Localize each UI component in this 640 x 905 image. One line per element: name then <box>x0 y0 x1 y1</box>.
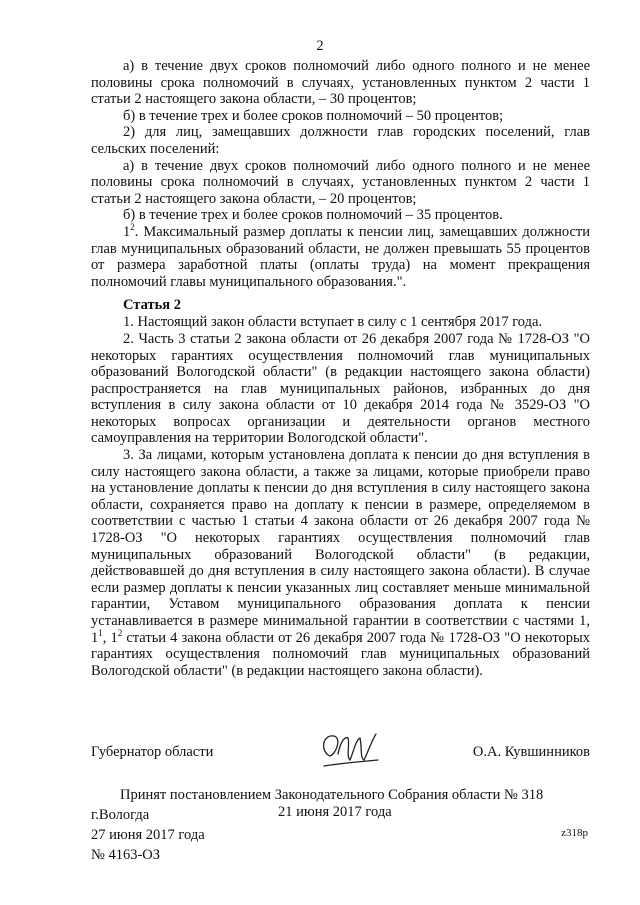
paragraph-3 <box>91 447 590 679</box>
city: г.Вологда <box>91 807 150 823</box>
law-number: № 4163-ОЗ <box>91 847 161 863</box>
paragraph: б) в течение трех и более сроков полномочий – 50 процентов; <box>123 107 504 124</box>
signing-date: 27 июня 2017 года <box>91 827 205 843</box>
signatory-name: О.А. Кувшинников <box>472 744 590 760</box>
superscript: 1 <box>98 627 103 638</box>
handwritten-signature <box>316 726 386 776</box>
paragraph-text: , 1 <box>102 629 118 646</box>
paragraph: 2. Часть 3 статьи 2 закона области от 26 декабря 2007 года № 1728-ОЗ "О некоторых гарантиях осуществления полномочий глав муниципальных образований Вологодской области" (в редакции настоящего закона области) распространяется на глав муниципальных районов, избранных до дня вступления в силу закона области от 10 декабря 2014 года № 3529-ОЗ "О некоторых вопросах организации и деятельности органов местного самоуправления на территории Вологодской области". <box>91 330 590 447</box>
superscript: 2 <box>117 627 123 638</box>
paragraph-text: статьи 4 закона области от 26 декабря 2007 года № 1728-ОЗ "О некоторых гарантиях осуществления полномочий глав муниципальных образований Вологодской области" (в редакции настоящего закона области). <box>91 629 590 679</box>
signatory-position: Губернатор области <box>91 744 214 760</box>
document-footer <box>91 805 205 865</box>
paragraph: 1. Настоящий закон области вступает в силу с 1 сентября 2017 года. <box>123 314 543 331</box>
paragraph-text: . Максимальный размер доплаты к пенсии лиц, замещавших должности глав муниципальных образований области, не должен превышать 55 процентов от размера заработной платы (оплаты труда) на момент прекращения полномочий главы муниципального образования.". <box>91 223 590 290</box>
paragraph-number: 1 <box>123 223 131 240</box>
signature-block <box>91 726 590 776</box>
paragraph: а) в течение двух сроков полномочий либо одного полного и не менее половины срока полномочий в случаях, установленных пунктом 2 части 1 статьи 2 настоящего закона области, – 30 процентов; <box>91 58 590 108</box>
paragraph: а) в течение двух сроков полномочий либо одного полного и не менее половины срока полномочий в случаях, установленных пунктом 2 части 1 статьи 2 настоящего закона области, – 20 процентов; <box>91 157 590 207</box>
page-number: 2 <box>316 38 324 54</box>
adoption-line: Принят постановлением Законодательного Собрания области № 318 <box>120 787 544 803</box>
document-body <box>91 58 590 679</box>
paragraph: 2) для лиц, замещавших должности глав городских поселений, глав сельских поселений: <box>91 124 590 157</box>
article-heading: Статья 2 <box>123 297 181 314</box>
paragraph-text: 3. За лицами, которым установлена доплата к пенсии до дня вступления в силу настоящего закона области, а также за лицами, которые приобрели право на установление доплаты к пенсии до дня вступления в силу настоящего закона области, сохраняется право на доплату к пенсии в размере, определяемом в соответствии с частью 1 статьи 4 закона области от 26 декабря 2007 года № 1728-ОЗ "О некоторых гарантиях осуществления полномочий глав муниципальных образований Вологодской области" (в редакции, действовавшей до дня вступления в силу настоящего закона области). В случае если размер доплаты к пенсии указанных лиц составляет меньше минимальной гарантии, Уставом муниципального образования доплата к пенсии устанавливается в размере минимальной гарантии в соответствии с частями 1, 1 <box>91 447 590 646</box>
document-code: z318р <box>561 827 588 839</box>
adoption-date: 21 июня 2017 года <box>278 804 392 820</box>
paragraph: б) в течение трех и более сроков полномочий – 35 процентов. <box>123 207 503 224</box>
superscript: 2 <box>130 222 135 233</box>
paragraph-1-2 <box>91 224 590 290</box>
